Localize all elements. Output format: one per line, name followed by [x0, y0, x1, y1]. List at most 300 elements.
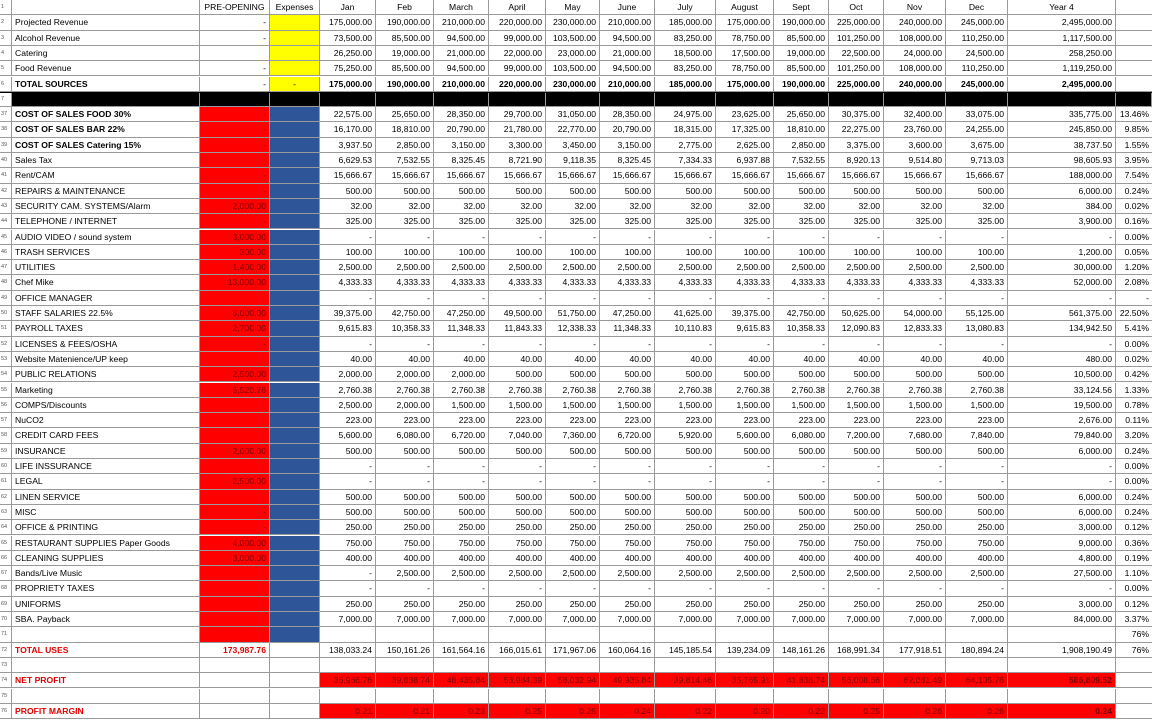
month-value[interactable]: 2,500.00: [434, 566, 489, 581]
month-value[interactable]: 40.00: [946, 352, 1008, 367]
month-value[interactable]: 500.00: [600, 505, 655, 520]
row-number[interactable]: 2: [0, 15, 12, 30]
month-value[interactable]: 0.24: [600, 704, 655, 719]
month-value[interactable]: 750.00: [716, 536, 774, 551]
year-total-value[interactable]: 84,000.00: [1008, 612, 1116, 627]
month-value[interactable]: -: [320, 337, 376, 352]
month-value[interactable]: 325.00: [774, 214, 829, 229]
value-cell[interactable]: [546, 658, 600, 673]
month-value[interactable]: 500.00: [600, 367, 655, 382]
month-value[interactable]: -: [655, 230, 716, 245]
year-total-value[interactable]: 10,500.00: [1008, 367, 1116, 382]
expenses-value[interactable]: [270, 46, 320, 61]
month-value[interactable]: -: [716, 291, 774, 306]
expenses-value[interactable]: [270, 398, 320, 413]
pct-cell[interactable]: 0.00%: [1116, 230, 1152, 245]
month-value[interactable]: 100.00: [434, 245, 489, 260]
year-total-value[interactable]: 38,737.50: [1008, 138, 1116, 153]
year-total-value[interactable]: 2,495,000.00: [1008, 77, 1116, 92]
month-value[interactable]: 7,334.33: [655, 153, 716, 168]
separator-cell[interactable]: [320, 92, 376, 107]
row-number[interactable]: 67: [0, 566, 12, 581]
month-value[interactable]: 500.00: [320, 505, 376, 520]
row-number[interactable]: 59: [0, 444, 12, 459]
column-header[interactable]: Feb: [376, 0, 434, 15]
month-value[interactable]: -: [829, 230, 884, 245]
month-value[interactable]: 223.00: [434, 413, 489, 428]
month-value[interactable]: -: [600, 474, 655, 489]
month-value[interactable]: 100.00: [716, 245, 774, 260]
preopening-value[interactable]: [200, 46, 270, 61]
preopening-value[interactable]: 13,000.00: [200, 275, 270, 290]
month-value[interactable]: 42,750.00: [774, 306, 829, 321]
year-total-value[interactable]: 1,908,190.49: [1008, 643, 1116, 658]
month-value[interactable]: -: [320, 291, 376, 306]
year-total-value[interactable]: 258,250.00: [1008, 46, 1116, 61]
month-value[interactable]: 94,500.00: [600, 31, 655, 46]
month-value[interactable]: 500.00: [489, 184, 546, 199]
row-label[interactable]: LICENSES & FEES/OSHA: [12, 337, 200, 352]
month-value[interactable]: 32.00: [884, 199, 946, 214]
separator-cell[interactable]: [376, 92, 434, 107]
row-number[interactable]: 5: [0, 61, 12, 76]
month-value[interactable]: 500.00: [774, 490, 829, 505]
expenses-value[interactable]: [270, 566, 320, 581]
pct-cell[interactable]: 0.12%: [1116, 520, 1152, 535]
row-label[interactable]: STAFF SALARIES 22.5%: [12, 306, 200, 321]
month-value[interactable]: -: [774, 474, 829, 489]
row-label[interactable]: LEGAL: [12, 474, 200, 489]
row-number[interactable]: 71: [0, 627, 12, 642]
row-label[interactable]: INSURANCE: [12, 444, 200, 459]
month-value[interactable]: 2,760.38: [774, 383, 829, 398]
expenses-value[interactable]: [270, 490, 320, 505]
month-value[interactable]: 245,000.00: [946, 77, 1008, 92]
pct-cell[interactable]: 0.05%: [1116, 245, 1152, 260]
expenses-value[interactable]: [270, 184, 320, 199]
month-value[interactable]: 500.00: [829, 184, 884, 199]
year-total-value[interactable]: -: [1008, 474, 1116, 489]
month-value[interactable]: 2,500.00: [829, 566, 884, 581]
year-total-value[interactable]: 384.00: [1008, 199, 1116, 214]
month-value[interactable]: 750.00: [320, 536, 376, 551]
year-total-value[interactable]: -: [1008, 230, 1116, 245]
row-label[interactable]: PUBLIC RELATIONS: [12, 367, 200, 382]
month-value[interactable]: 325.00: [546, 214, 600, 229]
month-value[interactable]: 40.00: [434, 352, 489, 367]
month-value[interactable]: 750.00: [489, 536, 546, 551]
value-cell[interactable]: [489, 627, 546, 642]
row-label[interactable]: OFFICE & PRINTING: [12, 520, 200, 535]
month-value[interactable]: 325.00: [376, 214, 434, 229]
month-value[interactable]: 500.00: [884, 505, 946, 520]
month-value[interactable]: 15,666.67: [774, 168, 829, 183]
expenses-value[interactable]: [270, 383, 320, 398]
year-total-value[interactable]: 561,375.00: [1008, 306, 1116, 321]
year-total-value[interactable]: 4,800.00: [1008, 551, 1116, 566]
pct-cell[interactable]: 76%: [1116, 643, 1152, 658]
pct-cell[interactable]: 0.00%: [1116, 474, 1152, 489]
month-value[interactable]: -: [774, 581, 829, 596]
month-value[interactable]: 110,250.00: [946, 61, 1008, 76]
month-value[interactable]: -: [655, 581, 716, 596]
year-total-value[interactable]: 52,000.00: [1008, 275, 1116, 290]
month-value[interactable]: 7,360.00: [546, 428, 600, 443]
month-value[interactable]: 22,000.00: [489, 46, 546, 61]
month-value[interactable]: 99,000.00: [489, 31, 546, 46]
month-value[interactable]: 500.00: [774, 505, 829, 520]
month-value[interactable]: 32,400.00: [884, 107, 946, 122]
preopening-value[interactable]: [200, 459, 270, 474]
month-value[interactable]: 500.00: [829, 444, 884, 459]
value-cell[interactable]: [884, 658, 946, 673]
value-cell[interactable]: [655, 627, 716, 642]
column-header[interactable]: Nov: [884, 0, 946, 15]
row-label[interactable]: TRASH SERVICES: [12, 245, 200, 260]
row-number[interactable]: 1: [0, 0, 12, 15]
month-value[interactable]: 5,600.00: [320, 428, 376, 443]
month-value[interactable]: 325.00: [829, 214, 884, 229]
expenses-value[interactable]: [270, 61, 320, 76]
month-value[interactable]: 41,838.74: [774, 673, 829, 688]
month-value[interactable]: 250.00: [376, 520, 434, 535]
month-value[interactable]: 4,333.33: [716, 275, 774, 290]
month-value[interactable]: -: [716, 337, 774, 352]
column-header[interactable]: July: [655, 0, 716, 15]
month-value[interactable]: -: [489, 230, 546, 245]
month-value[interactable]: 250.00: [884, 597, 946, 612]
month-value[interactable]: 2,000.00: [434, 367, 489, 382]
month-value[interactable]: 223.00: [884, 413, 946, 428]
month-value[interactable]: 100.00: [829, 245, 884, 260]
month-value[interactable]: 500.00: [489, 490, 546, 505]
row-number[interactable]: 39: [0, 138, 12, 153]
value-cell[interactable]: [829, 689, 884, 704]
month-value[interactable]: 4,333.33: [434, 275, 489, 290]
year-total-value[interactable]: 335,775.00: [1008, 107, 1116, 122]
month-value[interactable]: 85,500.00: [774, 31, 829, 46]
month-value[interactable]: 1,500.00: [489, 398, 546, 413]
month-value[interactable]: 4,333.33: [546, 275, 600, 290]
year-total-value[interactable]: 6,000.00: [1008, 490, 1116, 505]
month-value[interactable]: 40.00: [829, 352, 884, 367]
month-value[interactable]: 400.00: [434, 551, 489, 566]
row-label[interactable]: TOTAL USES: [12, 643, 200, 658]
month-value[interactable]: 28,350.00: [434, 107, 489, 122]
month-value[interactable]: 168,991.34: [829, 643, 884, 658]
row-label[interactable]: Website Matenience/UP keep: [12, 352, 200, 367]
label-cell[interactable]: [12, 658, 200, 673]
month-value[interactable]: 3,300.00: [489, 138, 546, 153]
year-total-value[interactable]: 33,124.56: [1008, 383, 1116, 398]
month-value[interactable]: 171,967.06: [546, 643, 600, 658]
month-value[interactable]: 250.00: [376, 597, 434, 612]
month-value[interactable]: 750.00: [600, 536, 655, 551]
month-value[interactable]: 2,625.00: [716, 138, 774, 153]
expenses-value[interactable]: [270, 31, 320, 46]
month-value[interactable]: 40.00: [774, 352, 829, 367]
month-value[interactable]: 0.21: [320, 704, 376, 719]
expenses-cell[interactable]: [270, 627, 320, 642]
month-value[interactable]: 40.00: [716, 352, 774, 367]
row-number[interactable]: 55: [0, 383, 12, 398]
preopening-value[interactable]: -: [200, 138, 270, 153]
month-value[interactable]: 210,000.00: [434, 77, 489, 92]
separator-cell[interactable]: [774, 92, 829, 107]
preopening-value[interactable]: [200, 291, 270, 306]
value-cell[interactable]: [600, 658, 655, 673]
row-number[interactable]: 68: [0, 581, 12, 596]
month-value[interactable]: 8,721.90: [489, 153, 546, 168]
month-value[interactable]: 23,625.00: [716, 107, 774, 122]
month-value[interactable]: 12,338.33: [546, 321, 600, 336]
column-header[interactable]: May: [546, 0, 600, 15]
month-value[interactable]: 166,015.61: [489, 643, 546, 658]
month-value[interactable]: 22,275.00: [829, 122, 884, 137]
month-value[interactable]: -: [489, 459, 546, 474]
month-value[interactable]: 101,250.00: [829, 31, 884, 46]
row-number[interactable]: 66: [0, 551, 12, 566]
month-value[interactable]: 8,325.45: [434, 153, 489, 168]
month-value[interactable]: 325.00: [655, 214, 716, 229]
month-value[interactable]: 190,000.00: [376, 77, 434, 92]
year-total-value[interactable]: 3,000.00: [1008, 520, 1116, 535]
month-value[interactable]: 223.00: [489, 413, 546, 428]
pct-cell[interactable]: 0.24%: [1116, 184, 1152, 199]
row-label[interactable]: NET PROFIT: [12, 673, 200, 688]
preopening-value[interactable]: [200, 153, 270, 168]
month-value[interactable]: 500.00: [376, 505, 434, 520]
year-total-value[interactable]: 98,605.93: [1008, 153, 1116, 168]
expenses-value[interactable]: [270, 597, 320, 612]
month-value[interactable]: 325.00: [489, 214, 546, 229]
pct-cell[interactable]: 0.24%: [1116, 490, 1152, 505]
month-value[interactable]: 223.00: [546, 413, 600, 428]
month-value[interactable]: 500.00: [655, 444, 716, 459]
pct-cell[interactable]: 9.85%: [1116, 122, 1152, 137]
preopening-value[interactable]: [200, 413, 270, 428]
month-value[interactable]: 103,500.00: [546, 61, 600, 76]
month-value[interactable]: -: [829, 581, 884, 596]
expenses-value[interactable]: [270, 15, 320, 30]
month-value[interactable]: 2,500.00: [546, 260, 600, 275]
value-cell[interactable]: [376, 627, 434, 642]
month-value[interactable]: 32.00: [829, 199, 884, 214]
month-value[interactable]: 6,629.53: [320, 153, 376, 168]
month-value[interactable]: 108,000.00: [884, 61, 946, 76]
month-value[interactable]: 15,666.67: [655, 168, 716, 183]
month-value[interactable]: 500.00: [655, 184, 716, 199]
month-value[interactable]: 7,000.00: [489, 612, 546, 627]
month-value[interactable]: 83,250.00: [655, 31, 716, 46]
pct-cell[interactable]: 3.95%: [1116, 153, 1152, 168]
month-value[interactable]: 500.00: [489, 367, 546, 382]
row-number[interactable]: 7: [0, 92, 12, 107]
expenses-value[interactable]: [270, 444, 320, 459]
month-value[interactable]: 0.26: [884, 704, 946, 719]
pct-cell[interactable]: 0.24%: [1116, 444, 1152, 459]
value-cell[interactable]: [434, 658, 489, 673]
month-value[interactable]: 24,000.00: [884, 46, 946, 61]
month-value[interactable]: 400.00: [946, 551, 1008, 566]
expenses-value[interactable]: [270, 306, 320, 321]
month-value[interactable]: 500.00: [600, 490, 655, 505]
month-value[interactable]: -: [884, 474, 946, 489]
month-value[interactable]: 24,975.00: [655, 107, 716, 122]
pct-cell[interactable]: 22.50%: [1116, 306, 1152, 321]
month-value[interactable]: 175,000.00: [320, 15, 376, 30]
row-label[interactable]: Chef Mike: [12, 275, 200, 290]
month-value[interactable]: 19,000.00: [774, 46, 829, 61]
month-value[interactable]: 250.00: [829, 597, 884, 612]
month-value[interactable]: 220,000.00: [489, 77, 546, 92]
month-value[interactable]: 5,600.00: [716, 428, 774, 443]
expenses-value[interactable]: [270, 673, 320, 688]
month-value[interactable]: 6,080.00: [774, 428, 829, 443]
row-number[interactable]: 44: [0, 214, 12, 229]
preopening-value[interactable]: 5,000.00: [200, 306, 270, 321]
month-value[interactable]: 180,894.24: [946, 643, 1008, 658]
month-value[interactable]: 500.00: [946, 505, 1008, 520]
month-value[interactable]: 30,375.00: [829, 107, 884, 122]
preopening-cell[interactable]: [200, 627, 270, 642]
month-value[interactable]: 2,760.38: [600, 383, 655, 398]
month-value[interactable]: 190,000.00: [774, 15, 829, 30]
month-value[interactable]: 190,000.00: [774, 77, 829, 92]
year-total-value[interactable]: -: [1008, 291, 1116, 306]
expenses-value[interactable]: [270, 367, 320, 382]
month-value[interactable]: -: [655, 291, 716, 306]
month-value[interactable]: 2,760.38: [376, 383, 434, 398]
row-number[interactable]: 62: [0, 490, 12, 505]
month-value[interactable]: 325.00: [884, 214, 946, 229]
month-value[interactable]: -: [320, 566, 376, 581]
month-value[interactable]: 250.00: [434, 597, 489, 612]
value-cell[interactable]: [884, 627, 946, 642]
month-value[interactable]: 210,000.00: [600, 77, 655, 92]
month-value[interactable]: 250.00: [434, 520, 489, 535]
pct-cell[interactable]: [1116, 31, 1152, 46]
year-total-value[interactable]: 1,200.00: [1008, 245, 1116, 260]
month-value[interactable]: 4,333.33: [600, 275, 655, 290]
month-value[interactable]: 28,350.00: [600, 107, 655, 122]
separator-cell[interactable]: [434, 92, 489, 107]
expenses-value[interactable]: [270, 520, 320, 535]
month-value[interactable]: 1,500.00: [829, 398, 884, 413]
row-number[interactable]: 72: [0, 643, 12, 658]
pct-cell[interactable]: 0.02%: [1116, 199, 1152, 214]
separator-cell[interactable]: [716, 92, 774, 107]
month-value[interactable]: -: [376, 474, 434, 489]
month-value[interactable]: 94,500.00: [434, 61, 489, 76]
month-value[interactable]: 250.00: [946, 597, 1008, 612]
year-total-value[interactable]: 3,000.00: [1008, 597, 1116, 612]
month-value[interactable]: 2,760.38: [716, 383, 774, 398]
value-cell[interactable]: [716, 658, 774, 673]
month-value[interactable]: 39,375.00: [716, 306, 774, 321]
month-value[interactable]: 0.25: [546, 704, 600, 719]
month-value[interactable]: 138,033.24: [320, 643, 376, 658]
year-total-value[interactable]: 6,000.00: [1008, 505, 1116, 520]
row-number[interactable]: 3: [0, 31, 12, 46]
preopening-value[interactable]: -: [200, 122, 270, 137]
month-value[interactable]: 500.00: [774, 444, 829, 459]
month-value[interactable]: 500.00: [376, 184, 434, 199]
column-header[interactable]: PRE-OPENING: [200, 0, 270, 15]
row-label[interactable]: PROFIT MARGIN: [12, 704, 200, 719]
month-value[interactable]: 400.00: [546, 551, 600, 566]
expenses-value[interactable]: [270, 291, 320, 306]
row-number[interactable]: 69: [0, 597, 12, 612]
month-value[interactable]: 500.00: [434, 490, 489, 505]
month-value[interactable]: 32.00: [320, 199, 376, 214]
month-value[interactable]: 32.00: [600, 199, 655, 214]
month-value[interactable]: 9,713.03: [946, 153, 1008, 168]
month-value[interactable]: -: [716, 230, 774, 245]
month-value[interactable]: 500.00: [716, 367, 774, 382]
month-value[interactable]: 161,564.16: [434, 643, 489, 658]
expenses-value[interactable]: [270, 260, 320, 275]
month-value[interactable]: 11,843.33: [489, 321, 546, 336]
month-value[interactable]: -: [946, 474, 1008, 489]
year-total-value[interactable]: -: [1008, 581, 1116, 596]
month-value[interactable]: 54,000.00: [884, 306, 946, 321]
month-value[interactable]: 250.00: [716, 597, 774, 612]
pct-cell[interactable]: 7.54%: [1116, 168, 1152, 183]
row-label[interactable]: Marketing: [12, 383, 200, 398]
month-value[interactable]: 100.00: [546, 245, 600, 260]
month-value[interactable]: 21,780.00: [489, 122, 546, 137]
row-number[interactable]: 4: [0, 46, 12, 61]
month-value[interactable]: -: [716, 581, 774, 596]
month-value[interactable]: 175,000.00: [716, 15, 774, 30]
month-value[interactable]: 17,500.00: [716, 46, 774, 61]
value-cell[interactable]: [320, 658, 376, 673]
expenses-value[interactable]: [270, 413, 320, 428]
month-value[interactable]: 500.00: [546, 184, 600, 199]
month-value[interactable]: -: [546, 474, 600, 489]
preopening-value[interactable]: -: [200, 107, 270, 122]
month-value[interactable]: 2,500.00: [546, 566, 600, 581]
month-value[interactable]: 40.00: [600, 352, 655, 367]
month-value[interactable]: 148,161.26: [774, 643, 829, 658]
month-value[interactable]: -: [434, 581, 489, 596]
expenses-value[interactable]: [270, 459, 320, 474]
month-value[interactable]: 1,500.00: [716, 398, 774, 413]
year-total-value[interactable]: 2,495,000.00: [1008, 15, 1116, 30]
row-number[interactable]: 75: [0, 689, 12, 704]
month-value[interactable]: 2,500.00: [884, 260, 946, 275]
expenses-value[interactable]: [270, 505, 320, 520]
month-value[interactable]: 40.00: [489, 352, 546, 367]
month-value[interactable]: 25,650.00: [376, 107, 434, 122]
month-value[interactable]: 500.00: [434, 444, 489, 459]
row-number[interactable]: 65: [0, 536, 12, 551]
month-value[interactable]: -: [546, 581, 600, 596]
month-value[interactable]: 3,600.00: [884, 138, 946, 153]
month-value[interactable]: 62,081.49: [884, 673, 946, 688]
preopening-value[interactable]: [200, 428, 270, 443]
preopening-value[interactable]: [200, 673, 270, 688]
month-value[interactable]: 22,575.00: [320, 107, 376, 122]
month-value[interactable]: 2,850.00: [376, 138, 434, 153]
label-cell[interactable]: [12, 0, 200, 15]
month-value[interactable]: 250.00: [829, 520, 884, 535]
month-value[interactable]: 7,000.00: [655, 612, 716, 627]
month-value[interactable]: -: [489, 337, 546, 352]
month-value[interactable]: 8,920.13: [829, 153, 884, 168]
pct-cell[interactable]: 1.33%: [1116, 383, 1152, 398]
